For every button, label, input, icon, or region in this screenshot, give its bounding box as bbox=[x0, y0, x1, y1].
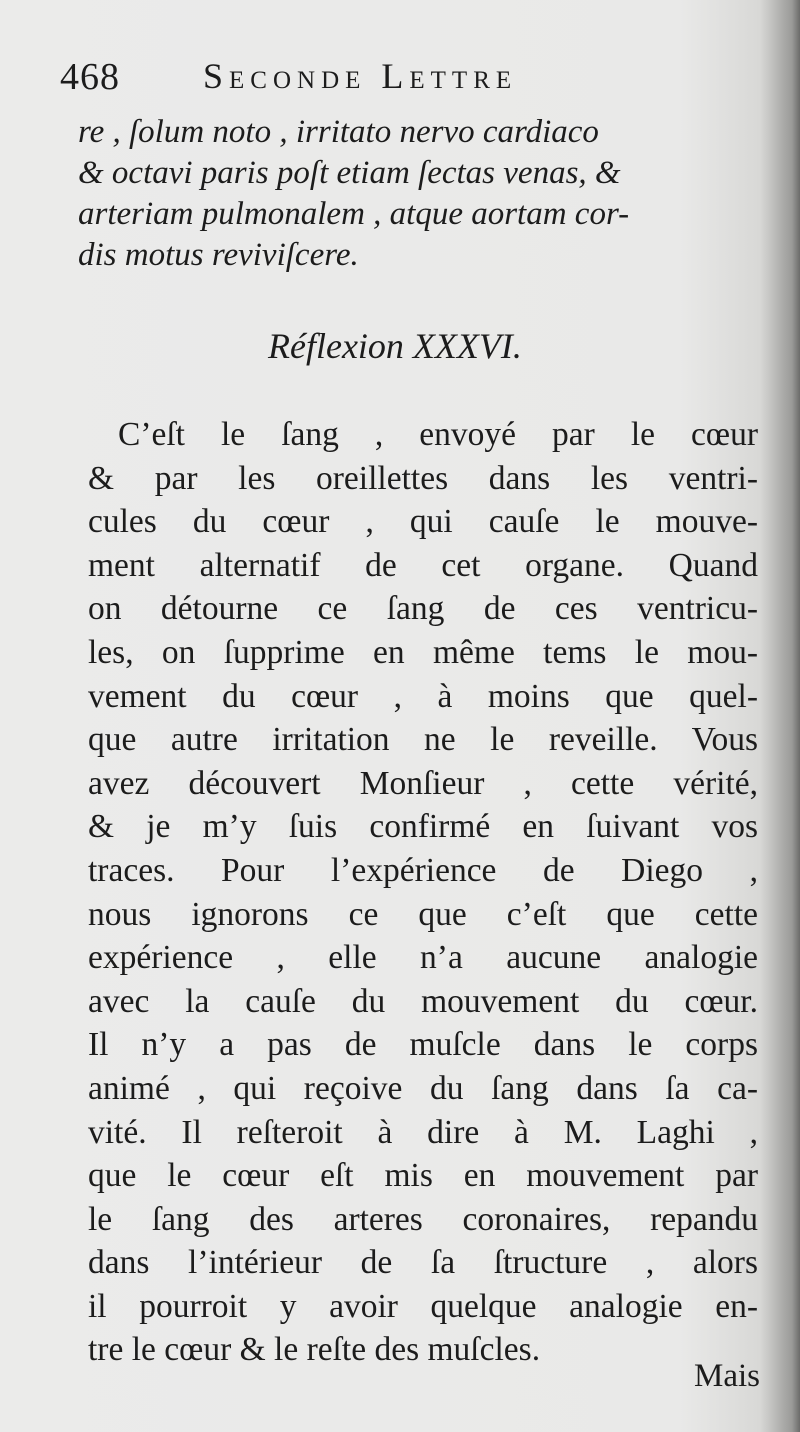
body-line: tre le cœur & le reſte des muſcles. bbox=[88, 1331, 541, 1369]
latin-line: dis motus reviviſcere. bbox=[78, 237, 359, 273]
latin-line: & octavi paris poſt etiam ſectas venas, & bbox=[78, 155, 621, 191]
latin-line: re , ſolum noto , irritato nervo cardiaco bbox=[78, 114, 599, 150]
body-line: traces. Pour l’expérience de Diego , bbox=[88, 851, 758, 889]
body-line: avez découvert Monſieur , cette vérité, bbox=[88, 764, 758, 802]
body-line: le ſang des arteres coronaires, repandu bbox=[88, 1200, 758, 1238]
latin-line: arteriam pulmonalem , atque aortam cor- bbox=[78, 196, 630, 232]
catchword: Mais bbox=[694, 1358, 760, 1394]
page-number: 468 bbox=[60, 56, 120, 98]
body-line: C’eſt le ſang , envoyé par le cœur bbox=[118, 416, 758, 453]
body-line: vité. Il reſteroit à dire à M. Laghi , bbox=[88, 1113, 758, 1151]
body-line: avec la cauſe du mouvement du cœur. bbox=[88, 982, 758, 1020]
body-line: Il n’y a pas de muſcle dans le corps bbox=[88, 1026, 758, 1064]
body-line: & je m’y ſuis confirmé en ſuivant vos bbox=[88, 808, 758, 846]
body-line: nous ignorons ce que c’eſt que cette bbox=[88, 895, 758, 933]
body-line: les, on ſupprime en même tems le mou- bbox=[88, 633, 758, 671]
body-line: expérience , elle n’a aucune analogie bbox=[88, 939, 758, 977]
body-line: ment alternatif de cet organe. Quand bbox=[88, 546, 758, 584]
body-line: que le cœur eſt mis en mouvement par bbox=[88, 1157, 758, 1195]
body-line: vement du cœur , à moins que quel- bbox=[88, 677, 758, 715]
page-header bbox=[60, 55, 740, 105]
body-line: il pourroit y avoir quelque analogie en- bbox=[88, 1287, 758, 1325]
section-heading: Réflexion XXXVI. bbox=[268, 326, 522, 366]
body-line: dans l’intérieur de ſa ſtructure , alors bbox=[88, 1244, 758, 1282]
body-line: que autre irritation ne le reveille. Vous bbox=[88, 721, 758, 759]
body-line: on détourne ce ſang de ces ventricu- bbox=[88, 590, 758, 628]
body-line: cules du cœur , qui cauſe le mouve- bbox=[88, 503, 758, 541]
running-title: Seconde Lettre bbox=[203, 56, 518, 96]
latin-passage bbox=[78, 112, 768, 276]
body-line: & par les oreillettes dans les ventri- bbox=[88, 459, 758, 497]
body-paragraph bbox=[88, 413, 758, 1372]
body-line: animé , qui reçoive du ſang dans ſa ca- bbox=[88, 1069, 758, 1107]
